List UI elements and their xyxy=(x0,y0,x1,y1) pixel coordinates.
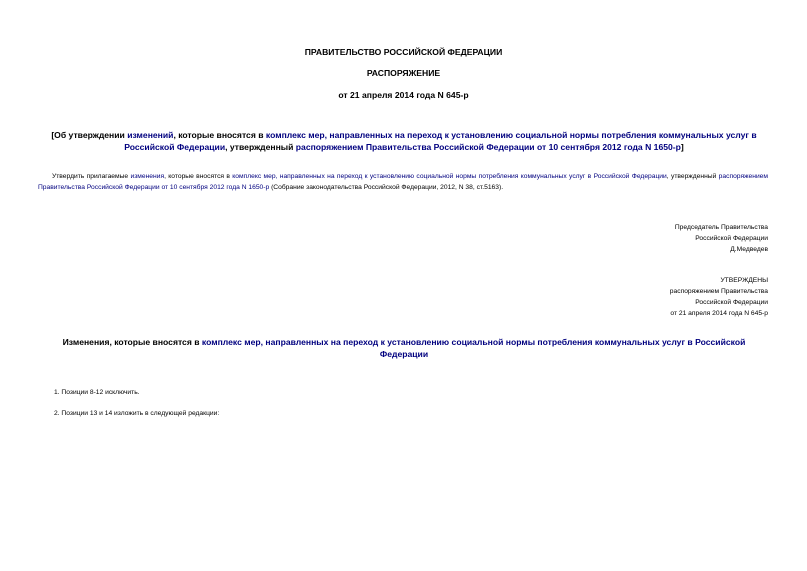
signature-position: Председатель Правительства xyxy=(674,224,768,231)
subtitle-text: Изменения, которые вносятся в xyxy=(62,337,202,347)
signature-name: Д.Медведев xyxy=(730,246,768,253)
title-text: , утвержденный xyxy=(225,142,296,152)
body-paragraph xyxy=(38,171,768,193)
government-header: ПРАВИТЕЛЬСТВО РОССИЙСКОЙ ФЕДЕРАЦИИ xyxy=(304,47,503,57)
body-link-measures[interactable]: комплекс мер, направленных на переход к установлению социальной нормы потребления коммунальных услуг в Российской Федерации xyxy=(232,173,667,180)
approval-block xyxy=(670,275,768,319)
approval-heading: УТВЕРЖДЕНЫ xyxy=(720,277,768,284)
signature-country: Российской Федерации xyxy=(695,235,768,242)
title-link-changes[interactable]: изменений xyxy=(127,130,174,140)
body-text: Утвердить прилагаемые xyxy=(52,173,131,180)
document-title xyxy=(38,129,770,153)
title-text: ] xyxy=(680,142,684,152)
list-item: 2. Позиции 13 и 14 изложить в следующей редакции: xyxy=(54,410,220,417)
title-link-measures[interactable]: комплекс мер, направленных на переход к установлению социальной нормы потребления коммунальных услуг в Российской Федерации xyxy=(124,130,757,152)
title-link-order[interactable]: распоряжением Правительства Российской Федерации от 10 сентября 2012 года N 1650-р xyxy=(295,142,681,152)
subtitle-link-measures[interactable]: комплекс мер, направленных на переход к установлению социальной нормы потребления коммунальных услуг в Российской Федерации xyxy=(201,337,746,359)
document-date-number: от 21 апреля 2014 года N 645-р xyxy=(338,90,469,100)
title-text: , которые вносятся в xyxy=(173,130,266,140)
body-text: , которые вносятся в xyxy=(164,173,233,180)
body-text: (Собрание законодательства Российской Федерации, 2012, N 38, ст.5163). xyxy=(269,184,504,191)
approval-line: распоряжением Правительства xyxy=(669,288,768,295)
body-link-changes[interactable]: изменения xyxy=(130,173,165,180)
approval-date: от 21 апреля 2014 года N 645-р xyxy=(670,310,768,317)
body-text: , утвержденный xyxy=(666,173,719,180)
signature-block xyxy=(675,222,768,255)
list-item: 1. Позиции 8-12 исключить. xyxy=(54,389,140,396)
changes-title xyxy=(38,336,770,360)
document-type: РАСПОРЯЖЕНИЕ xyxy=(366,68,441,78)
title-text: [Об утверждении xyxy=(51,130,128,140)
approval-line: Российской Федерации xyxy=(695,299,768,306)
body-link-order[interactable]: распоряжением Правительства Российской Федерации от 10 сентября 2012 года N 1650-р xyxy=(38,173,768,191)
